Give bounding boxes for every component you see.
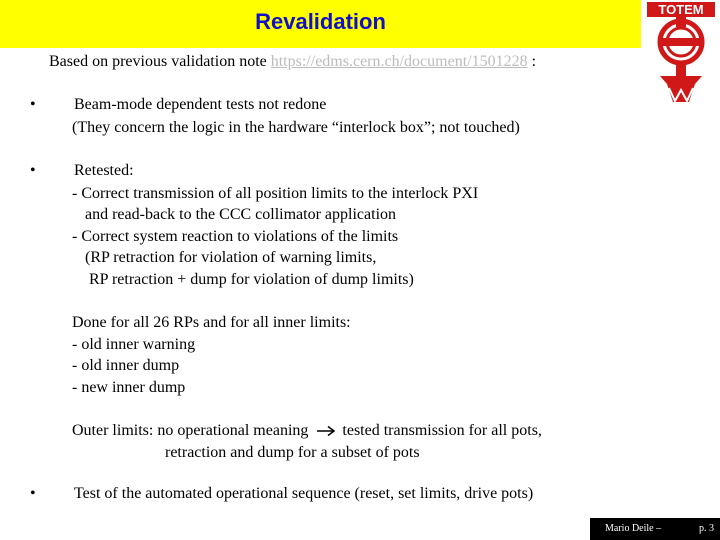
bullet-2-line-13: retraction and dump for a subset of pots — [165, 444, 420, 461]
intro-line — [49, 53, 536, 71]
bullet-2-line-5: (RP retraction for violation of warning limits, — [85, 249, 377, 266]
bullet-2-line-7: Done for all 26 RPs and for all inner limits: — [72, 314, 351, 331]
intro-text: Based on previous validation note — [49, 53, 271, 70]
slide-title: Revalidation — [255, 9, 386, 34]
bullet-2-line-1: Retested: — [74, 162, 134, 179]
intro-tail: : — [527, 53, 537, 70]
outer-limits-result: tested transmission for all pots, — [342, 422, 542, 439]
outer-limits-text: Outer limits: no operational meaning — [72, 422, 309, 439]
bullet-2-line-10: - new inner dump — [72, 379, 186, 396]
bullet-marker: • — [30, 162, 36, 179]
bullet-2-line-11 — [72, 420, 542, 441]
page-number: p. 3 — [699, 523, 714, 534]
bullet-2-line-3: and read-back to the CCC collimator application — [85, 206, 397, 223]
bullet-2-line-4: - Correct system reaction to violations of the limits — [72, 228, 399, 245]
bullet-marker: • — [30, 485, 36, 502]
bullet-1-line-1: Beam-mode dependent tests not redone — [74, 96, 327, 113]
bullet-1-line-2: (They concern the logic in the hardware “interlock box”; not touched) — [72, 119, 520, 136]
bullet-marker: • — [30, 96, 36, 113]
bullet-2-line-2: - Correct transmission of all position limits to the interlock PXI — [72, 185, 479, 202]
footer-author: Mario Deile – — [605, 523, 662, 534]
validation-note-link[interactable]: https://edms.cern.ch/document/1501228 — [270, 53, 528, 70]
logo-text: TOTEM — [658, 2, 704, 17]
bullet-2-line-8: - old inner warning — [72, 336, 196, 353]
arrow-right-icon — [316, 425, 336, 437]
bullet-2-line-9: - old inner dump — [72, 357, 180, 374]
footer-bar — [590, 518, 720, 540]
totem-logo — [645, 2, 717, 104]
bullet-2-line-6: RP retraction + dump for violation of dump limits) — [89, 271, 414, 288]
bullet-3-line-1: Test of the automated operational sequence (reset, set limits, drive pots) — [74, 485, 534, 502]
